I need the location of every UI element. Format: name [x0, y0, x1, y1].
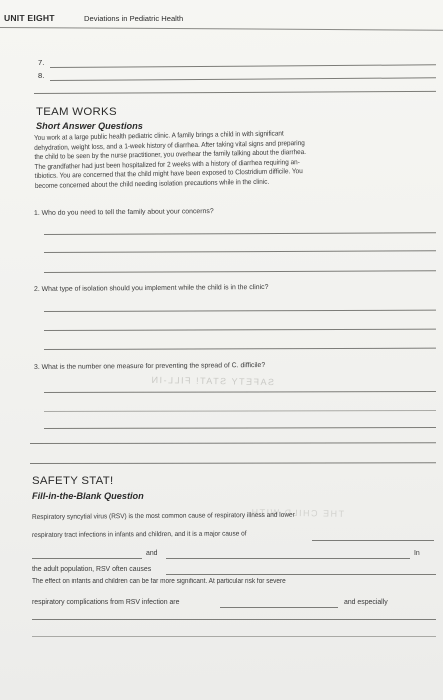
q1-answer-line[interactable] [44, 232, 436, 235]
question-1: 1. Who do you need to tell the family about your concerns? [33, 208, 214, 217]
item-8-number: 8. [38, 71, 45, 80]
blank-4[interactable] [166, 574, 436, 575]
scenario-line: become concerned about the child needing isolation precautions while in the clinic. [34, 178, 270, 190]
q3-answer-line[interactable] [30, 442, 436, 444]
team-works-subtitle: Short Answer Questions [36, 121, 143, 131]
blank-5[interactable] [220, 607, 338, 608]
item-8-answer-line-2[interactable] [34, 91, 436, 94]
question-2: 2. What type of isolation should you implement while the child is in the clinic? [33, 283, 269, 294]
unit-title: UNIT EIGHT [4, 13, 55, 23]
item-7-number: 7. [38, 58, 45, 67]
header-rule [0, 27, 443, 31]
q3-answer-line[interactable] [30, 462, 436, 464]
q2-answer-line[interactable] [44, 329, 436, 331]
safety-stat-title: SAFETY STAT! [32, 475, 114, 487]
fill-line-3: and [146, 550, 158, 557]
scenario-line: tibiotics. You are concerned that the child might have been exposed to Clostridium difficile. You [34, 168, 303, 181]
blank-7[interactable] [32, 636, 436, 637]
q3-answer-line[interactable] [44, 391, 436, 393]
q3-answer-line[interactable] [44, 427, 436, 429]
blank-1[interactable] [312, 540, 434, 541]
question-3: 3. What is the number one measure for preventing the spread of C. difficile? [33, 361, 266, 372]
scenario-line: The grandfather had just been hospitalized for 2 weeks with a history of diarrhea requiring an- [34, 158, 300, 171]
fill-line-1: Respiratory syncytial virus (RSV) is the most common cause of respiratory illness and lower [31, 511, 295, 521]
item-7-answer-line[interactable] [50, 64, 436, 68]
blank-6[interactable] [32, 619, 436, 620]
scenario-line: the child to be seen by the nurse practitioner, you overhear the family talking about the diarrhea. [34, 149, 307, 162]
fill-line-6-end: and especially [344, 599, 388, 606]
q2-answer-line[interactable] [44, 310, 436, 312]
chapter-title: Deviations in Pediatric Health [84, 14, 184, 23]
fill-line-6: respiratory complications from RSV infection are [32, 599, 180, 606]
q2-answer-line[interactable] [44, 348, 436, 350]
q1-answer-line[interactable] [44, 250, 436, 253]
scenario-line: dehydration, weight loss, and a 1-week history of diarrhea. After taking vital signs and preparing [34, 139, 305, 152]
team-works-title: TEAM WORKS [36, 106, 117, 118]
safety-stat-subtitle: Fill-in-the-Blank Question [32, 491, 144, 501]
fill-line-2: respiratory tract infections in infants and children, and it is a major cause of [31, 530, 247, 539]
fill-line-3-end: In [414, 550, 420, 557]
case-scenario [34, 129, 307, 192]
q1-answer-line[interactable] [44, 270, 436, 273]
blank-3[interactable] [166, 558, 410, 559]
fill-line-5: The effect on infants and children can be far more significant. At particular risk for severe [32, 578, 286, 585]
blank-2[interactable] [32, 558, 142, 559]
show-through-text: THE CHILD WITH [249, 507, 345, 519]
fill-line-4: the adult population, RSV often causes [32, 566, 152, 573]
item-8-answer-line[interactable] [50, 77, 436, 81]
q3-answer-line[interactable] [44, 410, 436, 412]
scenario-line: You work at a large public health pediatric clinic. A family brings a child in with significant [34, 130, 284, 142]
show-through-text: SAFETY STAT! FILL-IN [149, 374, 275, 388]
